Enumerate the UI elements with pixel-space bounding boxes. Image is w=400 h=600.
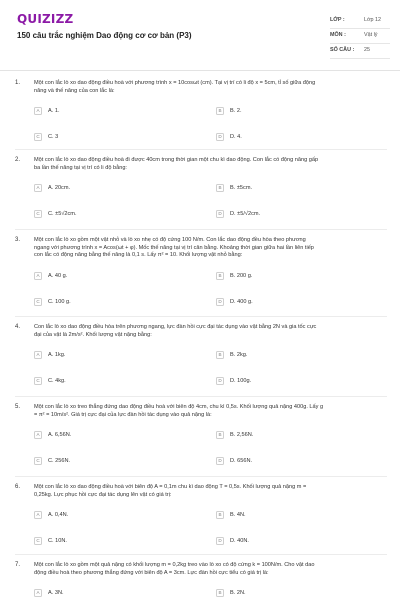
option-letter-box[interactable]: D (216, 377, 224, 385)
option-text: D. 656N. (230, 458, 253, 464)
option-letter-box[interactable]: A (34, 272, 42, 280)
option-text: A. 6,56N. (48, 432, 72, 438)
meta-class-label: LỚP : (330, 17, 345, 23)
question-number: 1. (15, 80, 21, 86)
answer-option[interactable] (216, 272, 371, 284)
answer-option[interactable] (34, 298, 189, 310)
answer-option[interactable] (34, 377, 189, 389)
answer-option[interactable] (34, 351, 189, 363)
answer-option[interactable] (34, 272, 189, 284)
option-letter-box[interactable]: D (216, 133, 224, 141)
option-text: B. 2,56N. (230, 432, 254, 438)
option-letter-box[interactable]: C (34, 377, 42, 385)
answer-option[interactable] (216, 537, 371, 549)
option-text: A. 1. (48, 108, 60, 114)
option-letter-box[interactable]: C (34, 133, 42, 141)
meta-subject-value: Vật lý (364, 32, 378, 38)
answer-option[interactable] (216, 210, 371, 222)
question-text-line: năng và thế năng của con lắc là: (34, 87, 115, 94)
answer-option[interactable] (34, 589, 189, 600)
answer-option[interactable] (34, 457, 189, 469)
question-text-line: con lắc có động năng bằng thế năng là 0,1 s. Lấy π² = 10. Khối lượng vật nhỏ bằng: (34, 252, 243, 259)
answer-option[interactable] (216, 298, 371, 310)
option-text: B. 2kg. (230, 352, 248, 358)
option-text: C. 3 (48, 134, 59, 140)
option-text: B. 200 g. (230, 273, 253, 279)
question-text (34, 404, 386, 419)
answer-option[interactable] (34, 511, 189, 523)
option-letter-box[interactable]: B (216, 272, 224, 280)
option-letter-box[interactable]: B (216, 184, 224, 192)
answer-option[interactable] (216, 511, 371, 523)
answer-option[interactable] (216, 589, 371, 600)
question-text-line: Một con lắc lò xo gồm một quả nặng có khối lượng m = 0,2kg treo vào lò xo có độ cứng k = 100N/m. Cho vật dao (34, 562, 315, 568)
option-text: B. 2. (230, 108, 242, 114)
option-letter-box[interactable]: C (34, 457, 42, 465)
answer-option[interactable] (216, 133, 371, 145)
option-letter-box[interactable]: A (34, 431, 42, 439)
option-letter-box[interactable]: A (34, 107, 42, 115)
answer-option[interactable] (34, 431, 189, 443)
question-text-line: Một con lắc lò xo dao động điều hoà với phương trình x = 10cosωt (cm). Tại vị trí có li độ x = 5cm, tỉ số giữa động (34, 80, 316, 86)
option-text: D. 100g. (230, 378, 252, 384)
option-letter-box[interactable]: C (34, 537, 42, 545)
answer-option[interactable] (216, 351, 371, 363)
question-separator (15, 554, 387, 555)
option-letter-box[interactable]: D (216, 457, 224, 465)
question-text (34, 562, 386, 577)
option-text: B. 2N. (230, 590, 246, 596)
question-text (34, 324, 386, 339)
option-letter-box[interactable]: D (216, 210, 224, 218)
question-separator (15, 229, 387, 230)
option-text: C. 100 g. (48, 299, 71, 305)
question-number: 7. (15, 562, 21, 568)
option-text: C. 10N. (48, 538, 67, 544)
question-text-line: ngang với phương trình x = Acos(ωt + φ). Mốc thế năng tại vị trí cân bằng. Khoảng thời gian giữa hai lần liên tiếp (34, 244, 314, 251)
question-number: 3. (15, 237, 21, 243)
option-letter-box[interactable]: B (216, 351, 224, 359)
worksheet-title: 150 câu trắc nghiệm Dao động cơ cơ bản (P3) (17, 31, 192, 40)
option-text: D. 4. (230, 134, 242, 140)
question-separator (15, 316, 387, 317)
worksheet-meta (330, 14, 390, 59)
answer-option[interactable] (34, 133, 189, 145)
question-separator (15, 476, 387, 477)
question-text (34, 237, 386, 260)
option-letter-box[interactable]: D (216, 298, 224, 306)
question-text-line: Một con lắc lò xo dao động điều hoà đi được 40cm trong thời gian một chu kì dao động. Con lắc có động năng gấp (34, 157, 319, 163)
question-number: 6. (15, 484, 21, 490)
answer-option[interactable] (34, 537, 189, 549)
meta-class-row (330, 14, 390, 29)
option-text: D. ±5/√2cm. (230, 211, 261, 217)
option-letter-box[interactable]: A (34, 589, 42, 597)
question-text-line: 0,25kg. Lực phục hồi cực đại tác dụng lên vật có giá trị: (34, 491, 172, 498)
question-separator (15, 149, 387, 150)
option-text: C. ±5√2cm. (48, 211, 77, 217)
question-text-line: ba lần thế năng tại vị trí có li độ bằng: (34, 164, 127, 171)
question-text-line: Một con lắc lò xo gồm một vật nhỏ và lò xo nhẹ có độ cứng 100 N/m. Con lắc dao động đều hòa theo phương (34, 237, 306, 243)
option-text: D. 400 g. (230, 299, 253, 305)
quizizz-logo: QUIZIZZ (17, 12, 74, 26)
option-text: C. 4kg. (48, 378, 66, 384)
answer-option[interactable] (216, 107, 371, 119)
option-text: A. 40 g. (48, 273, 68, 279)
meta-count-label: SỐ CÂU : (330, 47, 355, 53)
option-text: B. 4N. (230, 512, 246, 518)
answer-option[interactable] (34, 107, 189, 119)
question-number: 5. (15, 404, 21, 410)
option-text: A. 1kg. (48, 352, 66, 358)
question-text-line: Con lắc lò xo dao động điều hòa trên phương ngang, lực đàn hồi cực đại tác dụng vào vật bằng 2N và gia tốc cực (34, 324, 317, 330)
question-text-line: đại của vật là 2m/s². Khối lượng vật nặng bằng: (34, 331, 152, 338)
option-letter-box[interactable]: C (34, 298, 42, 306)
question-text-line: Một con lắc lò xo dao động điều hoà với biên độ A = 0,1m chu kì dao động T = 0,5s. Khối lượng quả nặng m = (34, 484, 307, 490)
option-letter-box[interactable]: A (34, 184, 42, 192)
header-divider (0, 70, 400, 71)
option-text: A. 3N. (48, 590, 64, 596)
worksheet-header (0, 0, 400, 66)
question-text (34, 80, 386, 95)
option-letter-box[interactable]: D (216, 537, 224, 545)
option-letter-box[interactable]: B (216, 107, 224, 115)
option-text: B. ±5cm. (230, 185, 253, 191)
question-number: 2. (15, 157, 21, 163)
meta-count-row (330, 44, 390, 59)
option-text: A. 20cm. (48, 185, 71, 191)
meta-class-value: Lớp 12 (364, 17, 382, 23)
meta-subject-row (330, 29, 390, 44)
answer-option[interactable] (216, 184, 371, 196)
question-text-line: động điều hoà theo phương thẳng đứng với biên độ A = 3cm. Lực đàn hồi cực tiểu có giá trị là: (34, 569, 269, 576)
answer-option[interactable] (216, 431, 371, 443)
meta-count-value: 25 (364, 47, 370, 53)
option-letter-box[interactable]: A (34, 351, 42, 359)
option-letter-box[interactable]: B (216, 511, 224, 519)
meta-subject-label: MÔN : (330, 32, 346, 38)
option-text: D. 40N. (230, 538, 249, 544)
answer-option[interactable] (34, 210, 189, 222)
option-letter-box[interactable]: A (34, 511, 42, 519)
option-letter-box[interactable]: C (34, 210, 42, 218)
question-text (34, 157, 386, 172)
option-text: C. 256N. (48, 458, 71, 464)
question-number: 4. (15, 324, 21, 330)
option-letter-box[interactable]: B (216, 589, 224, 597)
answer-option[interactable] (216, 457, 371, 469)
answer-option[interactable] (216, 377, 371, 389)
question-text-line: Một con lắc lò xo treo thẳng đứng dao động điều hoà với biên độ 4cm, chu kì 0,5s. Khối lượng quả nặng 400g. Lấy g (34, 404, 324, 410)
question-text (34, 484, 386, 499)
answer-option[interactable] (34, 184, 189, 196)
option-text: A. 0,4N. (48, 512, 69, 518)
question-text-line: = π² = 10m/s². Giá trị cực đại của lực đàn hồi tác dụng vào quả nặng là: (34, 411, 212, 418)
question-separator (15, 396, 387, 397)
option-letter-box[interactable]: B (216, 431, 224, 439)
